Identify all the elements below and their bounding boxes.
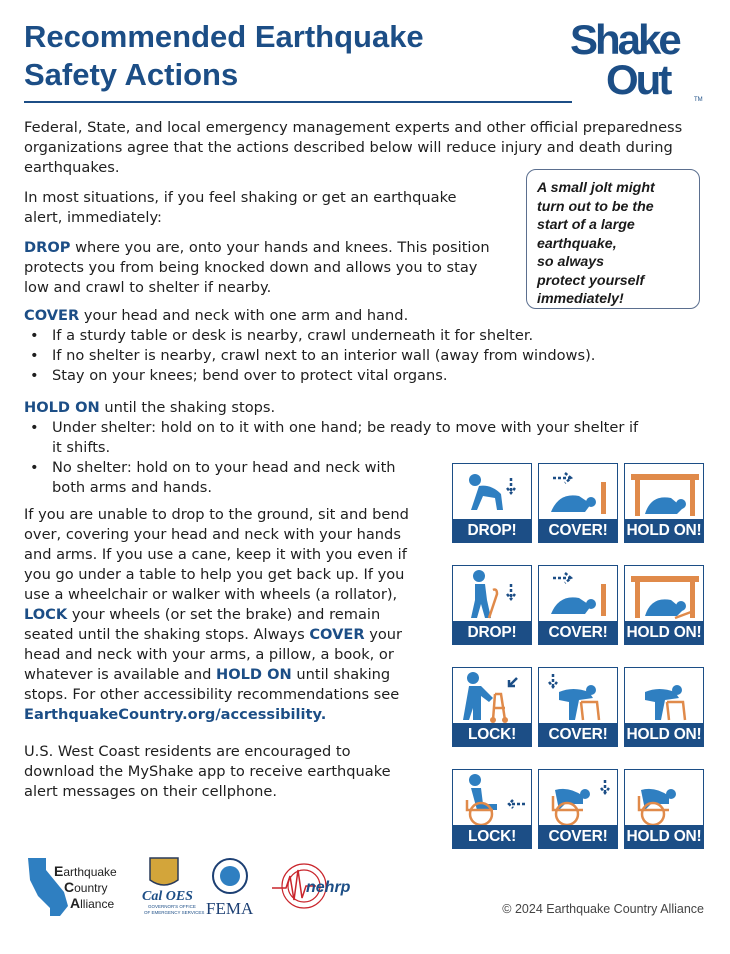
accessibility-paragraph: [24, 505, 444, 725]
drop-text: where you are, onto your hands and knees. This position: [70, 239, 490, 256]
cover-keyword: COVER: [309, 626, 365, 643]
page-title: [24, 18, 544, 94]
person-icon: [539, 464, 618, 521]
motion-arrow-icon: [507, 584, 515, 599]
panel-label: COVER!: [539, 621, 617, 644]
accessibility-link[interactable]: EarthquakeCountry.org/accessibility: [24, 706, 321, 723]
hold-bullet-text: both arms and hands.: [52, 479, 212, 496]
westcoast-line: alert messages on their cellphone.: [24, 783, 278, 800]
hold-keyword: HOLD ON: [24, 399, 100, 416]
hold-bullet-text: Under shelter: hold on to it with one hand; be ready to move with your shelter if: [52, 419, 639, 436]
panel-label: COVER!: [539, 519, 617, 542]
callout-line: immediately!: [537, 291, 624, 307]
panel-cover-wheelchair: [538, 769, 618, 849]
panel-label: LOCK!: [453, 825, 531, 848]
hold-text: until the shaking stops.: [99, 399, 276, 416]
table-icon: [601, 482, 606, 514]
copyright: © 2024 Earthquake Country Alliance: [502, 902, 704, 916]
drop-section: [24, 238, 514, 298]
panel-hold-on-walker: [624, 667, 704, 747]
panel-lock-wheelchair: [452, 769, 532, 849]
person-icon: [539, 668, 618, 725]
cover-bullets: [0, 326, 714, 386]
intro-paragraph: Federal, State, and local emergency management experts and other official preparedness organizations agree that the actions described below will reduce injury and death during earthquakes.: [24, 119, 683, 176]
access-text: your: [364, 626, 403, 643]
panel-label: LOCK!: [453, 723, 531, 746]
panel-label: HOLD ON!: [625, 723, 703, 746]
cover-bullet: • Stay on your knees; bend over to protect vital organs.: [0, 366, 714, 386]
panel-label: HOLD ON!: [625, 825, 703, 848]
cal-oes-text: Cal OES: [142, 889, 193, 904]
eca-text: Earthquake: [54, 863, 117, 879]
motion-arrow-icon: [507, 478, 515, 493]
panel-label: COVER!: [539, 825, 617, 848]
panel-hold-on-wheelchair: [624, 769, 704, 849]
cal-oes-sub: GOVERNOR'S OFFICE: [148, 904, 196, 909]
cal-oes-sub: OF EMERGENCY SERVICES: [144, 910, 205, 915]
motion-arrow-icon: [509, 800, 525, 808]
logo-text-shake: Shake: [570, 16, 679, 63]
access-line: and arms. If you use a cane, keep it with you even if: [24, 546, 407, 563]
hold-keyword: HOLD ON: [216, 666, 292, 683]
walker-icon: [453, 668, 532, 725]
fema-text: FEMA: [206, 899, 254, 918]
westcoast-line: download the MyShake app to receive earthquake: [24, 763, 391, 780]
nehrp-text: nehrp: [306, 879, 351, 896]
westcoast-line: U.S. West Coast residents are encouraged to: [24, 743, 351, 760]
access-text: until shaking: [291, 666, 391, 683]
cal-oes-seal-icon: [150, 858, 178, 885]
panel-label: DROP!: [453, 519, 531, 542]
hold-line: [24, 398, 714, 418]
access-text: whatever is available and: [24, 666, 216, 683]
drop-line-1: [24, 238, 514, 258]
person-icon: [625, 668, 704, 725]
access-line: [24, 705, 444, 725]
access-text: seated until the shaking stops. Always: [24, 626, 310, 643]
drop-line-3: low and crawl to shelter if nearby.: [24, 279, 272, 296]
person-icon: [453, 464, 532, 521]
cover-section: [24, 306, 714, 386]
drop-line-2: protects you from being knocked down and allows you to stay: [24, 259, 478, 276]
panel-label: HOLD ON!: [625, 621, 703, 644]
motion-arrow-icon: [509, 678, 517, 686]
cover-line: [24, 306, 714, 326]
motion-arrow-icon: [553, 573, 571, 583]
panel-drop: [452, 463, 532, 543]
callout-line: protect yourself: [537, 272, 645, 289]
callout-line: so always: [537, 254, 605, 270]
wheelchair-icon: [453, 770, 532, 827]
cover-bullet: • If a sturdy table or desk is nearby, crawl underneath it for shelter.: [0, 326, 714, 346]
motion-arrow-icon: [549, 674, 557, 687]
cover-keyword: COVER: [24, 307, 80, 324]
logo-tm: TM: [694, 97, 703, 102]
shakeout-logo: [566, 10, 712, 102]
title-line-1: Recommended Earthquake: [24, 19, 424, 54]
access-line: If you are unable to drop to the ground, sit and bend: [24, 506, 409, 523]
access-line: stops. For other accessibility recommendations see: [24, 686, 400, 703]
wheelchair-icon: [625, 770, 704, 827]
access-line: [24, 625, 444, 645]
table-icon: [625, 566, 704, 623]
lock-keyword: LOCK: [24, 606, 68, 623]
logo-text-out: Out: [606, 56, 670, 102]
callout-line: earthquake,: [537, 235, 617, 252]
person-icon: [453, 566, 532, 623]
motion-arrow-icon: [553, 473, 571, 483]
panel-drop-cane: [452, 565, 532, 645]
panel-label: HOLD ON!: [625, 519, 703, 542]
table-icon: [625, 464, 704, 521]
walker-icon: [667, 702, 685, 720]
eca-text: Country: [64, 879, 108, 895]
cover-bullet: • If no shelter is nearby, crawl next to an interior wall (away from windows).: [0, 346, 714, 366]
cover-text: your head and neck with one arm and hand.: [79, 307, 409, 324]
access-text: your wheels (or set the brake) and remain: [67, 606, 381, 623]
panel-label: COVER!: [539, 723, 617, 746]
access-line: you go under a table to help you get back up. If you: [24, 566, 405, 583]
panel-lock-walker: [452, 667, 532, 747]
hold-bullet-text: it shifts.: [52, 439, 111, 456]
callout-line: start of a large: [537, 217, 635, 233]
access-line: use a wheelchair or walker with wheels (a rollator),: [24, 586, 398, 603]
access-text: .: [320, 706, 327, 723]
panel-label: DROP!: [453, 621, 531, 644]
panel-hold-on-cane: [624, 565, 704, 645]
cane-icon: [489, 590, 497, 619]
access-line: [24, 605, 444, 625]
callout-box: [526, 169, 700, 309]
person-icon: [539, 566, 618, 623]
title-line-2: Safety Actions: [24, 57, 239, 92]
westcoast-paragraph: [24, 742, 444, 802]
panel-cover-walker: [538, 667, 618, 747]
walker-icon: [581, 702, 599, 720]
motion-arrow-icon: [601, 780, 609, 793]
access-line: [24, 665, 444, 685]
drop-keyword: DROP: [24, 239, 71, 256]
callout-line: A small jolt might: [537, 180, 655, 196]
situations-paragraph: In most situations, if you feel shaking or get an earthquake alert, immediately:: [24, 189, 457, 226]
access-line: over, covering your head and neck with your hands: [24, 526, 401, 543]
hold-bullet: [0, 418, 714, 458]
hold-bullet-text: No shelter: hold on to your head and neck with: [52, 459, 396, 476]
wheelchair-icon: [539, 770, 618, 827]
table-icon: [601, 584, 606, 616]
partner-logos: [24, 856, 364, 922]
panel-hold-on: [624, 463, 704, 543]
access-line: head and neck with your arms, a pillow, a book, or: [24, 646, 394, 663]
panel-cover: [538, 463, 618, 543]
title-divider: [24, 101, 572, 103]
callout-line: turn out to be the: [537, 198, 654, 215]
panel-cover-cane: [538, 565, 618, 645]
eca-text: Alliance: [70, 895, 115, 911]
